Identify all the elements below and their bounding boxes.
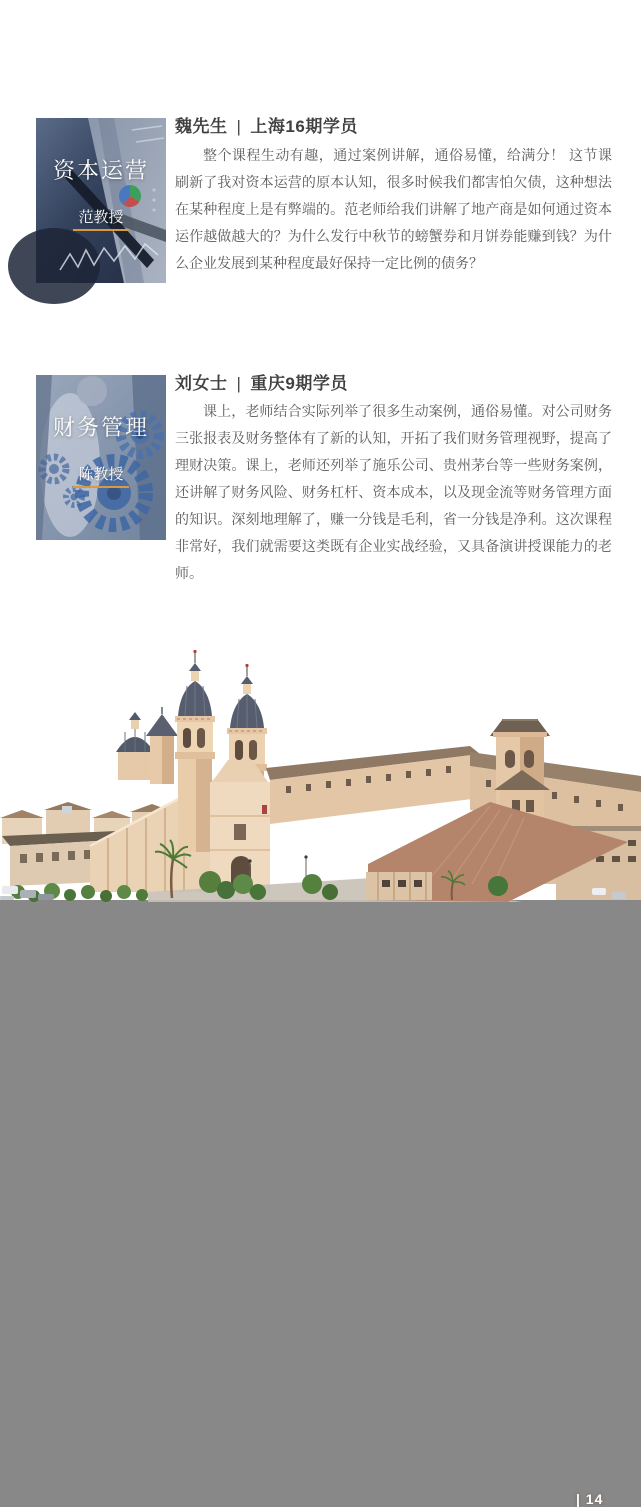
heading-separator: | [236,374,242,393]
student-cohort: 上海16期学员 [250,117,358,136]
course-card-capital-operations [36,118,166,283]
page-number: | 14 [576,1491,604,1507]
campus-aerial-photo [0,640,641,1507]
testimonial-body: 课上，老师结合实际列举了很多生动案例，通俗易懂。对公司财务三张报表及财务整体有了新的认知，开拓了我们财务管理视野，提高了理财决策。课上，老师还列举了施乐公司、贵州茅台等一些财务案例，还讲解了财务风险、财务杠杆、资本成本，以及现金流等财务管理方面的知识。深刻地理解了，赚一分钱是毛利，省一分钱是净利。这次课程非常好，我们就需要这类既有企业实战经验，又具备演讲授课能力的老师。 [175,403,612,581]
heading-separator: | [236,117,242,136]
testimonial-body: 整个课程生动有趣，通过案例讲解，通俗易懂，给满分！ 这节课刷新了我对资本运营的原本认知，很多时候我们都害怕欠债，这种想法在某种程度上是有弊端的。范老师给我们讲解了地产商是如何通过资本运作越做越大的？为什么发行中秋节的螃蟹券和月饼券能赚到钱？为什么企业发展到某种程度最好保持一定比例的债务？ [175,147,612,271]
testimonial-heading [175,112,612,137]
tablet-charts-photo [36,118,166,283]
student-name: 魏先生 [175,117,228,136]
card-professor-name: 范教授 [78,209,124,226]
card-professor-name: 陈教授 [78,466,124,483]
gears-businessman-photo [36,375,166,540]
professor-underline-accent [73,486,129,488]
professor-underline-accent [73,229,129,231]
student-name: 刘女士 [175,374,228,393]
testimonial-heading [175,369,612,394]
student-cohort: 重庆9期学员 [250,374,348,393]
card-course-title: 财务管理 [52,415,149,440]
course-card-financial-management [36,375,166,540]
card-course-title: 资本运营 [52,158,149,183]
